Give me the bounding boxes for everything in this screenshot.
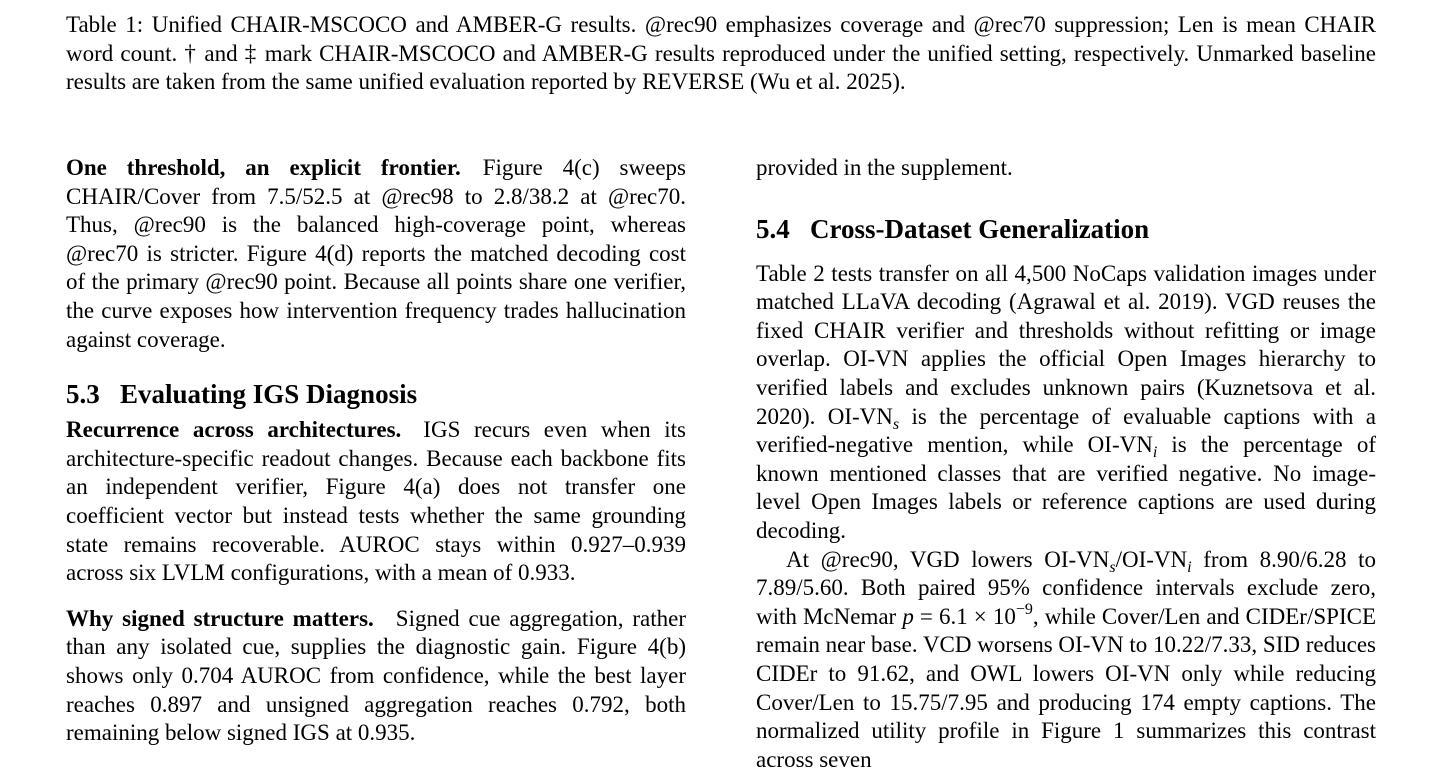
section-number: 5.4 xyxy=(756,213,790,244)
section-title: Evaluating IGS Diagnosis xyxy=(120,379,418,410)
paragraph-rec90-results xyxy=(756,546,1376,775)
section-number: 5.3 xyxy=(66,379,100,410)
text-run: = 6.1 × 10 xyxy=(913,603,1016,629)
paragraph-nocaps-transfer xyxy=(756,260,1376,546)
text-run: , while Cover/Len and CIDEr/SPICE remain near base. VCD worsens OI-VN to 10.22/7.33, SID reduces CIDEr to 91.62, and OWL lowers OI-VN only while reducing Cover/Len to 15.75/7.95 and producing 174 empty captions. The normalized utility profile in Figure 1 summarizes this contrast across seven xyxy=(756,603,1376,772)
paragraph-text: Signed cue aggregation, rather than any isolated cue, supplies the diagnostic gain. Figure 4(b) shows only 0.704 AUROC from confidence, while the best layer reaches 0.897 and unsigned aggregation reaches 0.792, both remaining below signed IGS at 0.935. xyxy=(66,605,687,746)
section-title: Cross-Dataset Generalization xyxy=(810,213,1150,244)
subscript: i xyxy=(1152,444,1158,462)
text-run: is the percentage of known mentioned classes that are verified negative. No image-level Open Images labels or reference captions are used during decoding. xyxy=(756,432,1376,543)
superscript: −9 xyxy=(1015,600,1033,618)
paragraph-signed-structure xyxy=(66,605,686,748)
subscript: i xyxy=(1187,558,1192,576)
paragraph-continuation: provided in the supplement. xyxy=(756,155,1013,180)
paragraph-threshold xyxy=(66,154,686,354)
text-run: from 8.90/6.28 to 7.89/5.60. Both paired 95% confidence intervals exclude zero, with McNemar xyxy=(756,546,1376,629)
section-heading-5-3 xyxy=(66,377,686,411)
section-heading-5-4 xyxy=(756,212,1376,246)
math-variable: p xyxy=(902,603,914,629)
subscript: s xyxy=(892,415,900,433)
text-run: At @rec90, VGD lowers OI-VN xyxy=(786,546,1110,572)
paragraph-recurrence xyxy=(66,416,686,588)
text-run: is the percentage of evaluable captions with a verified-negative mention, while OI-VN xyxy=(756,403,1376,458)
left-column xyxy=(66,154,686,748)
paragraph-text: Figure 4(c) sweeps CHAIR/Cover from 7.5/52.5 at @rec98 to 2.8/38.2 at @rec70. Thus, @rec90 is the balanced high-coverage point, whereas @rec70 is stricter. Figure 4(d) reports the matched decoding cost of the primary @rec90 point. Because all points share one verifier, the curve exposes how intervention frequency trades hallucination against coverage. xyxy=(66,155,686,352)
paragraph-text: IGS recurs even when its architecture-specific readout changes. Because each backbone fits an independent verifier, Figure 4(a) does not transfer one coefficient vector but instead tests whether the same grounding state remains recoverable. AUROC stays within 0.927–0.939 across six LVLM configurations, with a mean of 0.933. xyxy=(66,417,686,586)
right-column xyxy=(756,154,1376,774)
table-caption: Table 1: Unified CHAIR-MSCOCO and AMBER-G results. @rec90 emphasizes coverage and @rec70 suppression; Len is mean CHAIR word count. † and ‡ mark CHAIR-MSCOCO and AMBER-G results reproduced under the unified setting, respectively. Unmarked baseline results are taken from the same unified evaluation reported by REVERSE (Wu et al. 2025). xyxy=(66,12,1376,94)
runin-heading: Recurrence across architectures. xyxy=(66,417,402,443)
text-run: /OI-VN xyxy=(1115,546,1188,572)
runin-heading: Why signed structure matters. xyxy=(66,605,374,631)
text-run: Table 2 tests transfer on all 4,500 NoCaps validation images under matched LLaVA decoding (Agrawal et al. 2019). VGD reuses the fixed CHAIR verifier and thresholds without refitting or image overlap. OI-VN applies the official Open Images hierarchy to verified labels and excludes unknown pairs (Kuznetsova et al. 2020). OI-VN xyxy=(756,260,1376,429)
subscript: s xyxy=(1109,558,1116,576)
runin-heading: One threshold, an explicit frontier. xyxy=(66,155,461,180)
